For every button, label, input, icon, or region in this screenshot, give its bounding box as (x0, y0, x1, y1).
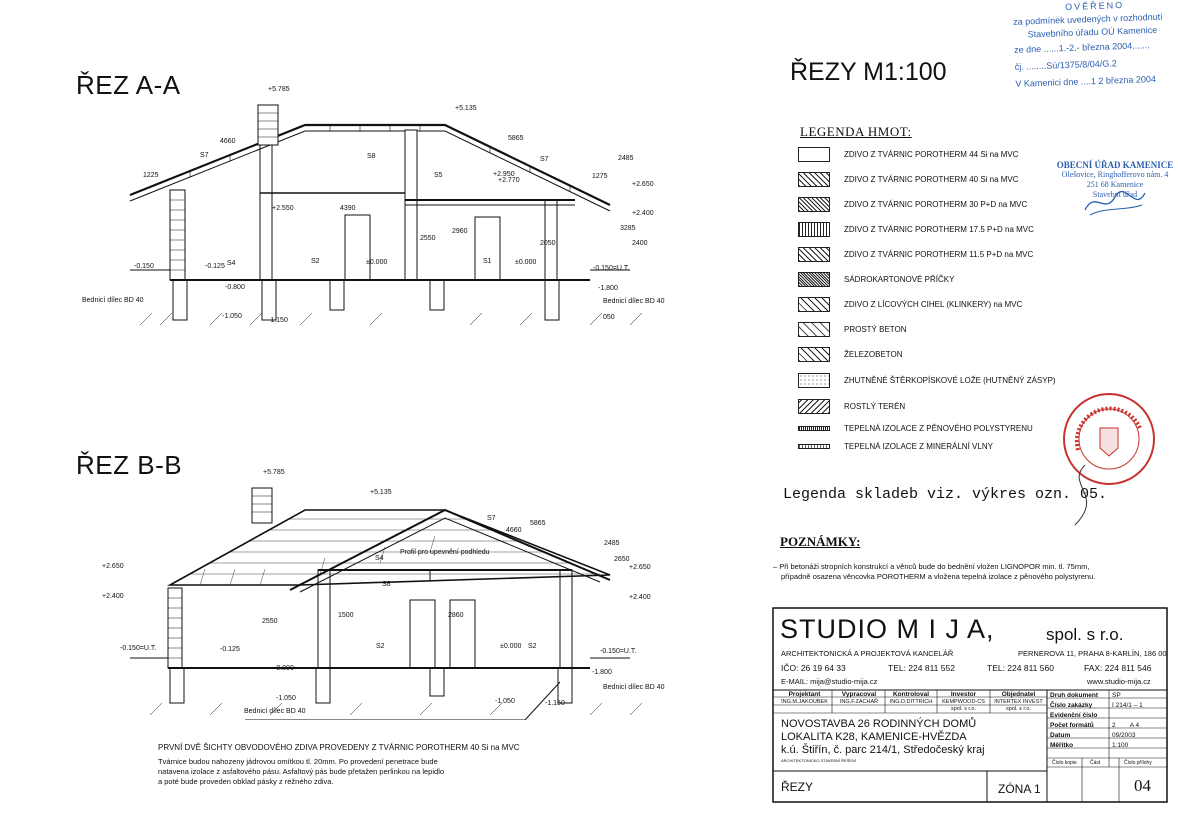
a-dim-2550-level: +2.550 (272, 205, 294, 212)
zone-label: ZÓNA 1 (998, 782, 1041, 796)
a-dim-2400: +2.400 (632, 210, 654, 217)
swatch-reinforced-concrete (798, 347, 830, 362)
legend-item: ZDIVO Z LÍCOVÝCH CIHEL (KLINKERY) na MVC (798, 295, 1022, 313)
legend-item: ZDIVO Z TVÁRNIC POROTHERM 11.5 P+D na MVC (798, 245, 1033, 263)
seal-signature-icon (1055, 460, 1115, 530)
a-dim-2050: 2050 (540, 240, 556, 247)
legend-item: ZDIVO Z TVÁRNIC POROTHERM 40 Si na MVC (798, 170, 1019, 188)
a-dim-4660: 4660 (220, 138, 236, 145)
b-dim-5865: 5865 (530, 520, 546, 527)
legend-footer: Legenda skladeb viz. výkres ozn. 05. (783, 486, 1108, 503)
legend-item: TEPELNÁ IZOLACE Z PĚNOVÉHO POLYSTYRENU (798, 419, 1033, 437)
b-note-line-2: natavena izolace z asfaltového pásu. Asfaltový pás bude přetažen perlinkou na lepidlo (158, 767, 445, 776)
a-dim-2770: +2.770 (498, 177, 520, 184)
b-dim-zero: ±0.000 (500, 643, 522, 650)
label-attachment-number: Číslo přílohy (1124, 760, 1152, 766)
swatch-porotherm-40 (798, 172, 830, 187)
value-objednatel: INTERTEX INVEST (994, 699, 1043, 705)
a-dim-minus-0150: -0.150 (134, 263, 154, 270)
b-dim-2860: 2860 (448, 612, 464, 619)
header-kontroloval: Kontroloval (892, 691, 930, 698)
a-tag-s4: S4 (227, 260, 236, 267)
b-dim-plus-2650-right: +2.650 (629, 564, 651, 571)
notes-line-1: – Při betonáži stropních konstrukcí a věnců bude do bednění vložen LIGNOPOR min. tl. 75mm, (773, 562, 1090, 571)
company-email: E-MAIL: mija@studio-mija.cz (781, 677, 878, 686)
legend-item: ZHUTNĚNÉ ŠTĚRKOPÍSKOVÉ LOŽE (HUTNĚNÝ ZÁSYP) (798, 371, 1056, 389)
b-dim-1500: 1500 (338, 612, 354, 619)
b-dim-2650: 2650 (614, 556, 630, 563)
value-date: 09/2003 (1112, 732, 1136, 739)
value-vypracoval: ING.F.ZACHAŘ (839, 699, 879, 705)
b-dim-minus-0125: -0.125 (220, 646, 240, 653)
header-investor: Investor (950, 691, 977, 698)
company-name: STUDIO M I J A, (780, 614, 995, 644)
legend-item: TEPELNÁ IZOLACE Z MINERÁLNÍ VLNY (798, 437, 993, 455)
b-dim-4660: 4660 (506, 527, 522, 534)
section-b-drawing (90, 470, 670, 720)
project-line-3: k.ú. Štiřín, č. parc 214/1, Středočeský kraj (781, 744, 985, 756)
company-office: ARCHITEKTONICKÁ A PROJEKTOVÁ KANCELÁŘ (781, 649, 954, 658)
a-dim-zero-right: ±0.000 (515, 259, 537, 266)
swatch-clinker (798, 297, 830, 312)
a-callout-right: Bednicí dílec BD 40 (603, 298, 665, 305)
a-dim-ut: -0.150=U.T. (593, 265, 630, 272)
a-dim-top: +5.785 (268, 86, 290, 93)
section-b-title: ŘEZ B-B (76, 450, 183, 480)
a-dim-2650: +2.650 (632, 181, 654, 188)
a-dim-1275: 1275 (592, 173, 608, 180)
notes-line-2: případně osazena věncovka POROTHERM a vložena tepelná izolace z pěnového polystyrenu. (781, 572, 1096, 581)
b-dim-plus-2650: +2.650 (102, 563, 124, 570)
b-dim-2550: 2550 (262, 618, 278, 625)
label-evidence-number: Evidenční číslo (1050, 712, 1098, 719)
swatch-mineral-wool (798, 444, 830, 449)
sheet-number: 04 (1134, 776, 1151, 795)
a-callout-left: Bednicí dílec BD 40 (82, 297, 144, 304)
company-tel-2: TEL: 224 811 560 (987, 663, 1054, 673)
section-a-drawing (70, 85, 670, 335)
a-dim-2550: 2550 (420, 235, 436, 242)
value-scale: 1:100 (1112, 742, 1129, 749)
a-tag-s7-right: S7 (540, 156, 549, 163)
label-part: Část (1090, 760, 1101, 766)
b-note-line-3: a poté bude proveden obklad pásky z režného zdiva. (158, 777, 334, 786)
value-order-number: I 214/1 – 1 (1112, 702, 1143, 709)
header-objednatel: Objednatel (1001, 691, 1036, 698)
drawing-name: ŘEZY (781, 780, 814, 794)
b-tag-s4: S4 (375, 555, 384, 562)
verification-stamp: OVĚŘENO za podmínek uvedených v rozhodnutí Stavebního úřadu OÚ Kamenice ze dne ......1.-2.- března 2004....... čj. ........Sú/1375/8/04/G.2 V Kamenici dne ....1 2 března 2004 (1013, 0, 1163, 89)
legend-title: LEGENDA HMOT: (800, 124, 912, 139)
a-tag-s1: S1 (483, 258, 492, 265)
swatch-porotherm-17 (798, 222, 830, 237)
legend-item: ZDIVO Z TVÁRNIC POROTHERM 17.5 P+D na MVC (798, 220, 1034, 238)
a-dim-2960: 2960 (452, 228, 468, 235)
swatch-porotherm-11 (798, 247, 830, 262)
b-dim-top: +5.785 (263, 469, 285, 476)
a-tag-s7-left: S7 (200, 152, 209, 159)
notes-title: POZNÁMKY: (780, 534, 861, 549)
a-dim-minus-0125: -0.125 (205, 263, 225, 270)
project-line-1: NOVOSTAVBA 26 RODINNÝCH DOMŮ (781, 718, 977, 730)
a-dim-minus-0800: -0.800 (225, 284, 245, 291)
value-kontroloval: ING.D.DITTRICH (889, 699, 933, 705)
b-dim-minus-1800: -1.800 (592, 669, 612, 676)
a-dim-minus-1800: -1.800 (598, 285, 618, 292)
company-ico: IČO: 26 19 64 33 (781, 663, 846, 673)
section-a-title: ŘEZ A-A (76, 70, 181, 100)
b-dim-2485: 2485 (604, 540, 620, 547)
project-line-2: LOKALITA K28, KAMENICE-HVĚZDA (781, 731, 967, 743)
swatch-gravel (798, 373, 830, 388)
b-dim-plus-2400: +2.400 (102, 593, 124, 600)
a-dim-5865: 5865 (508, 135, 524, 142)
legend-item: ZDIVO Z TVÁRNIC POROTHERM 30 P+D na MVC (798, 195, 1027, 213)
a-dim-minus-1050: -1.050 (222, 313, 242, 320)
b-dim-ridge: +5.135 (370, 489, 392, 496)
swatch-porotherm-30 (798, 197, 830, 212)
b-dim-minus-1050-mid: -1.050 (495, 698, 515, 705)
a-tag-s2: S2 (311, 258, 320, 265)
header-vypracoval: Vypracoval (841, 691, 877, 698)
main-title: ŘEZY M1:100 (790, 58, 947, 86)
b-tag-s8: S8 (382, 581, 391, 588)
company-web: www.studio-mija.cz (1087, 677, 1151, 686)
swatch-eps-insulation (798, 426, 830, 431)
label-order-number: Číslo zakázky (1050, 702, 1093, 709)
b-tag-s7: S7 (487, 515, 496, 522)
label-copy-number: Číslo kopie (1052, 760, 1077, 766)
a-tag-s5: S5 (434, 172, 443, 179)
value-format-count: 2 A 4 (1112, 722, 1140, 729)
legend-item: SÁDROKARTONOVÉ PŘÍČKY (798, 270, 954, 288)
b-profile-note: Profil pro upevnění podhledu (400, 549, 490, 556)
value-doc-type: SP (1112, 692, 1121, 699)
label-scale: Měřítko (1050, 742, 1074, 749)
a-tag-s8: S8 (367, 153, 376, 160)
legend-item: ZDIVO Z TVÁRNIC POROTHERM 44 Si na MVC (798, 145, 1019, 163)
label-format-count: Počet formátů (1050, 722, 1094, 729)
swatch-porotherm-44 (798, 147, 830, 162)
b-dim-ut-right: -0.150=U.T. (600, 648, 637, 655)
swatch-drywall (798, 272, 830, 287)
b-dim-ut: -0.150=U.T. (120, 645, 157, 652)
a-dim-2400-right: 2400 (632, 240, 648, 247)
label-date: Datum (1050, 732, 1071, 739)
swatch-terrain (798, 399, 830, 414)
header-projektant: Projektant (788, 691, 821, 698)
a-dim-ridge: +5.135 (455, 105, 477, 112)
b-callout-left: Bednicí dílec BD 40 (244, 708, 306, 715)
legend-item: ROSTLÝ TERÉN (798, 397, 905, 415)
legend-item: ŽELEZOBETON (798, 345, 903, 363)
b-note-title: PRVNÍ DVĚ ŠICHTY OBVODOVÉHO ZDIVA PROVEDENY Z TVÁRNIC POROTHERM 40 Si na MVC (158, 743, 520, 752)
company-tel-1: TEL: 224 811 552 (888, 663, 955, 673)
b-dim-minus-1050: -1.050 (276, 695, 296, 702)
b-dim-minus-1150: -1.150 (545, 700, 565, 707)
a-dim-1225: 1225 (143, 172, 159, 179)
company-suffix: spol. s r.o. (1046, 625, 1124, 644)
b-dim-plus-2400-right: +2.400 (629, 594, 651, 601)
b-dim-minus-0800: -0.800 (274, 665, 294, 672)
signature-icon (1080, 185, 1150, 220)
company-address: PERNEROVA 11, PRAHA 8-KARLÍN, 186 00 (1018, 649, 1167, 658)
b-callout-right: Bednicí dílec BD 40 (603, 684, 665, 691)
value-projektant: ING.M.JAKOUBEK (781, 699, 828, 705)
b-tag-s2-right: S2 (528, 643, 537, 650)
a-dim-minus-1150: -1.150 (268, 317, 288, 324)
project-small: ARCHITEKTONICKO-STAVEBNÍ ŘEŠENÍ (781, 758, 856, 763)
a-dim-3285: 3285 (620, 225, 636, 232)
value-investor-2: spol. s r.o. (950, 706, 977, 712)
office-stamp: OBECNÍ ÚŘAD KAMENICE Olešovice, Ringhofferovo nám. 4 251 68 Kamenice Stavební úřad (1056, 160, 1174, 199)
a-dim-050: 050 (603, 314, 615, 321)
value-investor: KEMPWOOD-CS (942, 699, 985, 705)
b-note-line-1: Tvárnice budou nahozeny jádrovou omítkou tl. 20mm. Po provedení penetrace bude (158, 757, 438, 766)
a-dim-4390: 4390 (340, 205, 356, 212)
a-dim-zero: ±0.000 (366, 259, 388, 266)
a-dim-2485: 2485 (618, 155, 634, 162)
a-dim-2950: +2.950 (493, 171, 515, 178)
b-tag-s2-left: S2 (376, 643, 385, 650)
legend-item: PROSTÝ BETON (798, 320, 907, 338)
company-fax: FAX: 224 811 546 (1084, 663, 1152, 673)
swatch-plain-concrete (798, 322, 830, 337)
label-doc-type: Druh dokument (1050, 692, 1099, 699)
value-objednatel-2: spol. s r.o. (1005, 706, 1032, 712)
